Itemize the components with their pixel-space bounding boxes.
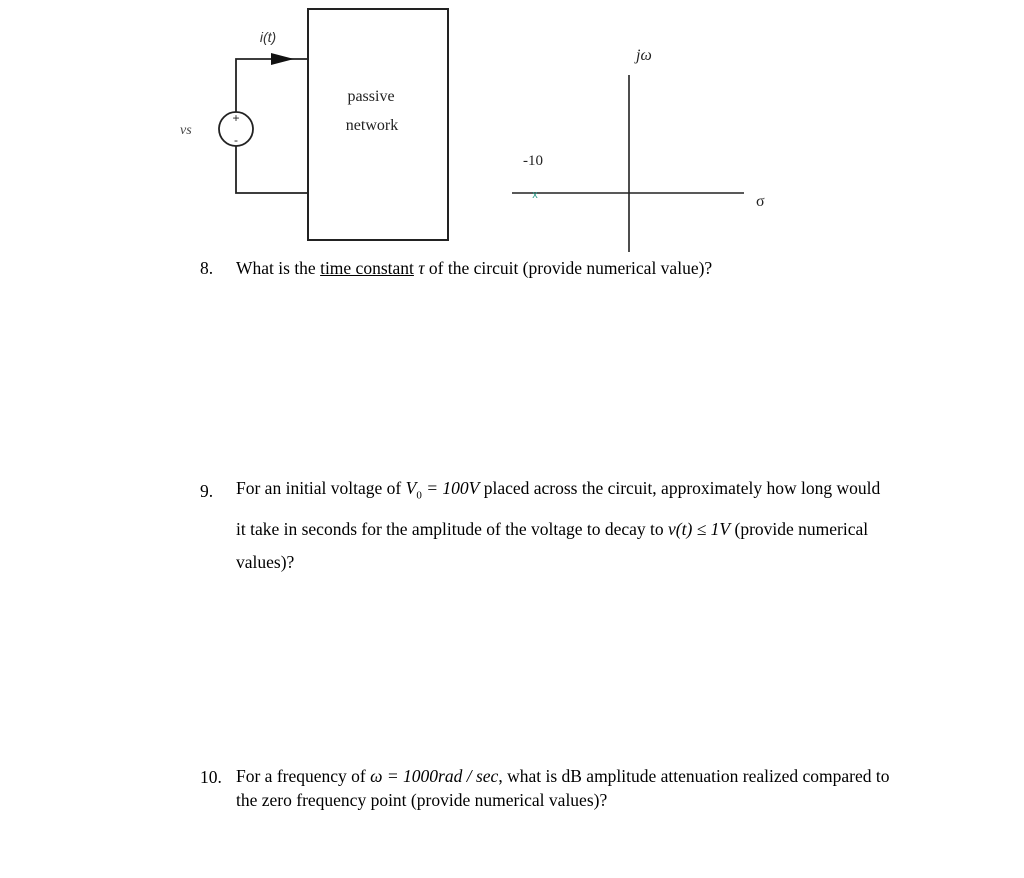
question-number: 8. xyxy=(200,258,214,278)
circuit-and-pole-zero-figure xyxy=(0,0,1024,260)
source-plus: + xyxy=(232,111,240,125)
question-number: 9. xyxy=(200,481,214,501)
current-label: i(t) xyxy=(259,29,277,45)
question-text: What is the time constant τ of the circuit (provide numerical value)? xyxy=(236,258,713,278)
sigma-axis-label: σ xyxy=(756,193,765,210)
pole-marker: x xyxy=(532,189,538,201)
omega-expression: ω = 1000rad / sec xyxy=(370,766,499,786)
source-label: vs xyxy=(180,123,192,138)
question-number: 10. xyxy=(200,767,222,787)
decay-condition: v(t) ≤ 1V xyxy=(668,518,731,539)
jw-axis-label: jω xyxy=(636,47,652,64)
underlined-term: time constant xyxy=(320,258,414,278)
top-wire xyxy=(236,59,308,112)
box-label-network: network xyxy=(345,117,399,134)
question-text: For an initial voltage of $V_0 = 100V$ placed across the circuit, approximately how long would it take in seconds for the amplitude of the voltage to decay to v(t) ≤ 1V (provide numerical values)? xyxy=(236,478,881,572)
box-label-passive: passive xyxy=(347,88,395,105)
bottom-wire xyxy=(236,146,308,193)
current-arrow xyxy=(271,53,294,65)
source-minus: - xyxy=(234,133,238,147)
pole-value-label: -10 xyxy=(523,153,543,169)
question-text: For a frequency of ω = 1000rad / sec, what is dB amplitude attenuation realized compared to the zero frequency point (provide numerical values)? xyxy=(236,766,890,810)
tau-symbol: τ xyxy=(418,258,425,278)
